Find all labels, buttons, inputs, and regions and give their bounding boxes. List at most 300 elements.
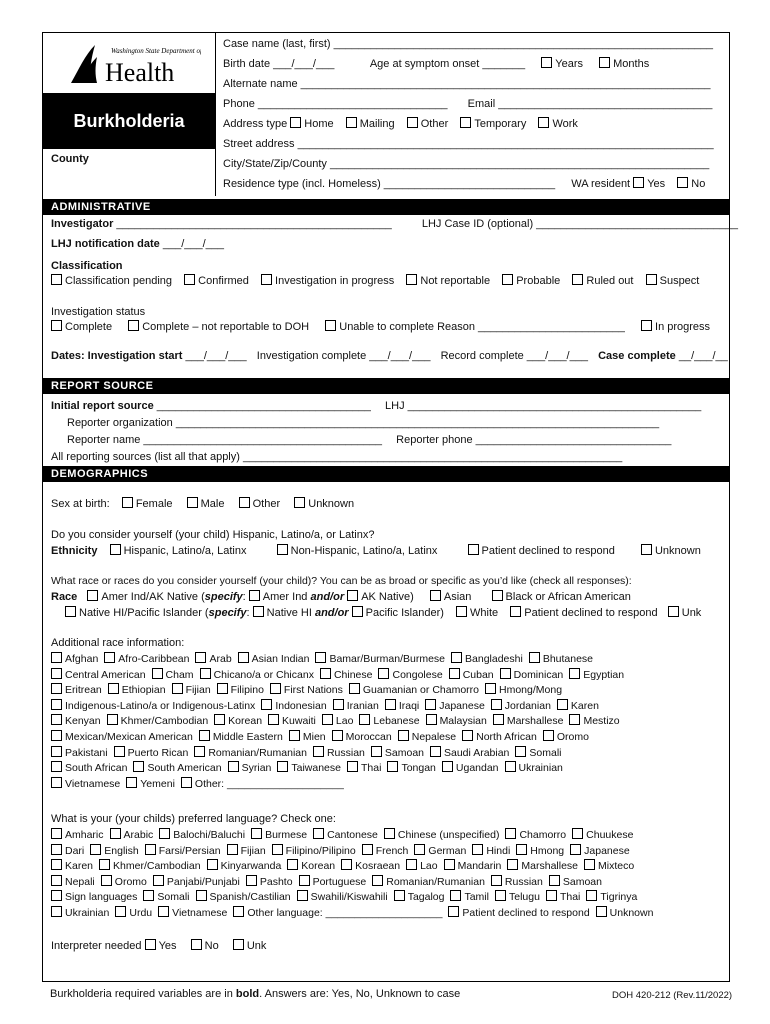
option-label: Chinese (unspecified) xyxy=(397,829,500,841)
race-amer-ind-ak-checkbox[interactable] xyxy=(87,590,98,601)
option-checkbox[interactable] xyxy=(472,844,483,855)
option-label: Khmer/Cambodian xyxy=(120,715,209,728)
years-label: Years xyxy=(555,58,584,70)
option-checkbox[interactable] xyxy=(320,668,331,679)
option-label: Malaysian xyxy=(439,715,487,728)
option-label: Bangladeshi xyxy=(465,653,523,665)
option-checkbox[interactable] xyxy=(387,761,398,772)
form-page xyxy=(42,32,739,982)
class-in-progress-label: Investigation in progress xyxy=(275,275,395,287)
option-checkbox[interactable] xyxy=(425,699,436,710)
option-checkbox[interactable] xyxy=(51,746,62,757)
sex-female-checkbox[interactable] xyxy=(122,497,133,508)
option-label: Chamorro xyxy=(519,829,567,841)
option-checkbox[interactable] xyxy=(270,683,281,694)
interpreter-unk-checkbox[interactable] xyxy=(233,939,244,950)
option-checkbox[interactable] xyxy=(394,890,405,901)
option-checkbox[interactable] xyxy=(287,859,298,870)
option-label: Guamanian or Chamorro xyxy=(362,684,479,697)
option-checkbox[interactable] xyxy=(406,859,417,870)
race-white-label: White xyxy=(470,607,499,619)
race-declined-checkbox[interactable] xyxy=(510,606,521,617)
alternate-name-field[interactable]: Alternate name ___________________________________________________________________ xyxy=(223,78,711,90)
option-checkbox[interactable] xyxy=(51,668,62,679)
status-unable-checkbox[interactable] xyxy=(325,320,336,331)
option-label: Nepalese xyxy=(411,731,457,743)
option-label: Other: ____________________ xyxy=(194,777,344,790)
race-black-checkbox[interactable] xyxy=(492,590,503,601)
option-checkbox[interactable] xyxy=(277,761,288,772)
option-label: Russian xyxy=(504,875,543,888)
option-label: Afro-Caribbean xyxy=(118,653,190,665)
option-label: Congolese xyxy=(392,668,443,681)
option-checkbox[interactable] xyxy=(152,668,163,679)
option-label: Sign languages xyxy=(65,891,138,904)
footer-note-a: Burkholderia required variables are in xyxy=(50,988,233,1000)
option-checkbox[interactable] xyxy=(51,890,62,901)
city-state-zip-field[interactable]: City/State/Zip/County ______________________________________________________________ xyxy=(223,158,710,170)
option-checkbox[interactable] xyxy=(462,730,473,741)
option-checkbox[interactable] xyxy=(181,777,192,788)
sex-unknown-checkbox[interactable] xyxy=(294,497,305,508)
option-checkbox[interactable] xyxy=(315,652,326,663)
option-label: Yemeni xyxy=(140,777,175,790)
option-label: Fijian xyxy=(240,844,266,857)
race-unk-checkbox[interactable] xyxy=(668,606,679,617)
option-checkbox[interactable] xyxy=(51,652,62,663)
option-checkbox[interactable] xyxy=(51,859,62,870)
race-native-hi-pi-label: Native HI/Pacific Islander ( xyxy=(79,607,209,619)
option-checkbox[interactable] xyxy=(485,683,496,694)
option-checkbox[interactable] xyxy=(200,668,211,679)
addr-home-label: Home xyxy=(304,118,334,130)
dates-start-field[interactable]: ___/___/___ xyxy=(185,350,247,362)
option-label: Filipino/Pilipino xyxy=(285,844,356,857)
reporter-row xyxy=(67,433,721,447)
race-native-hi-label: Native HI xyxy=(266,607,312,619)
option-label: Jordanian xyxy=(504,699,551,712)
addr-mailing-label: Mailing xyxy=(359,118,395,130)
race-native-hi-pi-checkbox[interactable] xyxy=(65,606,76,617)
option-checkbox[interactable] xyxy=(313,828,324,839)
status-not-reportable-checkbox[interactable] xyxy=(128,320,139,331)
language-options-row xyxy=(51,844,721,858)
option-checkbox[interactable] xyxy=(251,828,262,839)
wa-resident-label: WA resident xyxy=(571,178,631,190)
race-ak-native-checkbox[interactable] xyxy=(347,590,358,601)
option-label: Oromo xyxy=(556,731,589,743)
option-label: Romanian/Rumanian xyxy=(386,875,485,888)
option-label: Syrian xyxy=(241,762,272,775)
option-label: Swahili/Kiswahili xyxy=(310,891,388,904)
option-label: Spanish/Castilian xyxy=(209,891,291,904)
race-specify-label: specify xyxy=(204,591,243,603)
option-checkbox[interactable] xyxy=(172,683,183,694)
option-label: Other language: ____________________ xyxy=(247,907,443,919)
option-label: Patient declined to respond xyxy=(462,907,590,919)
footer-note-bold: bold xyxy=(235,988,260,1000)
option-checkbox[interactable] xyxy=(261,699,272,710)
wa-resident-yes-label: Yes xyxy=(647,178,666,190)
form-number: DOH 420-212 (Rev.11/2022) xyxy=(612,990,733,1001)
addr-other-checkbox[interactable] xyxy=(407,117,418,128)
option-checkbox[interactable] xyxy=(349,683,360,694)
lhj-notification-field[interactable]: ___/___/___ xyxy=(162,238,225,250)
doh-logo xyxy=(61,39,201,89)
option-checkbox[interactable] xyxy=(238,652,249,663)
sex-male-checkbox[interactable] xyxy=(187,497,198,508)
race-pacific-islander-label: Pacific Islander) xyxy=(365,607,444,619)
option-checkbox[interactable] xyxy=(491,875,502,886)
race-white-checkbox[interactable] xyxy=(456,606,467,617)
option-checkbox[interactable] xyxy=(569,668,580,679)
option-checkbox[interactable] xyxy=(214,714,225,725)
option-label: North African xyxy=(476,731,537,743)
option-checkbox[interactable] xyxy=(51,828,62,839)
all-reporting-sources-field[interactable]: All reporting sources (list all that apply) ______________________________________________________________ xyxy=(51,451,623,463)
option-label: Marshallese xyxy=(506,715,564,728)
option-label: Lebanese xyxy=(373,715,420,728)
option-label: Dari xyxy=(65,844,85,857)
option-label: Marshallese xyxy=(521,860,579,873)
addr-temporary-label: Temporary xyxy=(474,118,527,130)
option-checkbox[interactable] xyxy=(362,844,373,855)
option-checkbox[interactable] xyxy=(372,875,383,886)
option-checkbox[interactable] xyxy=(217,683,228,694)
option-checkbox[interactable] xyxy=(196,890,207,901)
option-checkbox[interactable] xyxy=(546,890,557,901)
race-black-label: Black or African American xyxy=(505,591,631,603)
option-label: Iranian xyxy=(346,699,379,712)
option-checkbox[interactable] xyxy=(145,844,156,855)
option-label: Cantonese xyxy=(327,829,378,841)
option-checkbox[interactable] xyxy=(549,875,560,886)
option-label: Tigrinya xyxy=(600,891,638,904)
option-checkbox[interactable] xyxy=(586,890,597,901)
option-label: Moroccan xyxy=(345,731,392,743)
investigator-field[interactable]: _____________________________________________ xyxy=(116,218,392,230)
option-label: Portuguese xyxy=(312,875,367,888)
option-checkbox[interactable] xyxy=(194,746,205,757)
option-checkbox[interactable] xyxy=(51,875,62,886)
option-checkbox[interactable] xyxy=(207,859,218,870)
option-label: Kinyarwanda xyxy=(220,860,282,873)
wa-resident-yes-checkbox[interactable] xyxy=(633,177,644,188)
ethnicity-hispanic-label: Hispanic, Latino/a, Latinx xyxy=(123,545,247,557)
option-checkbox[interactable] xyxy=(99,859,110,870)
email-field[interactable]: Email ___________________________________ xyxy=(467,98,713,110)
option-label: German xyxy=(428,844,467,857)
ethnicity-declined-checkbox[interactable] xyxy=(468,544,479,555)
status-complete-checkbox[interactable] xyxy=(51,320,62,331)
option-checkbox[interactable] xyxy=(333,699,344,710)
option-label: Samoan xyxy=(384,746,424,759)
option-label: Chinese xyxy=(333,668,373,681)
months-checkbox[interactable] xyxy=(599,57,610,68)
class-ruled-out-label: Ruled out xyxy=(586,275,634,287)
wa-resident-no-checkbox[interactable] xyxy=(677,177,688,188)
option-label: Balochi/Baluchi xyxy=(173,829,246,841)
race-native-hi-checkbox[interactable] xyxy=(253,606,264,617)
lhj-case-id-field[interactable]: LHJ Case ID (optional) _________________________________ xyxy=(421,218,739,230)
option-label: Mandarin xyxy=(457,860,502,873)
option-checkbox[interactable] xyxy=(516,844,527,855)
option-checkbox[interactable] xyxy=(500,668,511,679)
sex-label: Sex at birth: xyxy=(51,498,110,510)
birth-age-row xyxy=(223,57,721,71)
language-options-row xyxy=(51,906,721,920)
option-label: Chuukese xyxy=(586,829,634,841)
investigation-complete-field[interactable]: Investigation complete ___/___/___ xyxy=(256,350,431,362)
option-label: Ugandan xyxy=(455,762,499,775)
option-checkbox[interactable] xyxy=(505,828,516,839)
dates-row xyxy=(51,349,728,363)
record-complete-field[interactable]: Record complete ___/___/___ xyxy=(440,350,588,362)
option-checkbox[interactable] xyxy=(246,875,257,886)
initial-report-field[interactable]: ___________________________________ xyxy=(156,400,371,412)
option-checkbox[interactable] xyxy=(543,730,554,741)
option-checkbox[interactable] xyxy=(495,890,506,901)
sex-unknown-label: Unknown xyxy=(308,498,355,510)
option-checkbox[interactable] xyxy=(51,777,62,788)
months-label: Months xyxy=(613,58,650,70)
option-label: Hmong xyxy=(530,844,565,857)
addr-home-checkbox[interactable] xyxy=(290,117,301,128)
option-checkbox[interactable] xyxy=(414,844,425,855)
option-checkbox[interactable] xyxy=(299,875,310,886)
option-checkbox[interactable] xyxy=(507,859,518,870)
case-name-field[interactable]: Case name (last, first) ______________________________________________________________ xyxy=(223,38,713,50)
option-checkbox[interactable] xyxy=(297,890,308,901)
option-checkbox[interactable] xyxy=(384,828,395,839)
option-checkbox[interactable] xyxy=(107,714,118,725)
option-label: Mixteco xyxy=(598,860,635,873)
ethnicity-non-hispanic-label: Non-Hispanic, Latino/a, Latinx xyxy=(290,545,438,557)
race-question: What race or races do you consider yourself (your child)? You can be as broad or specific as you’d like (check all responses): xyxy=(51,575,632,587)
option-label: Farsi/Persian xyxy=(158,844,221,857)
option-checkbox[interactable] xyxy=(110,828,121,839)
option-label: Tamil xyxy=(464,891,489,904)
option-checkbox[interactable] xyxy=(347,761,358,772)
interpreter-yes-label: Yes xyxy=(158,940,177,952)
option-checkbox[interactable] xyxy=(398,730,409,741)
option-checkbox[interactable] xyxy=(153,875,164,886)
option-label: Hmong/Mong xyxy=(499,684,563,697)
class-ruled-out-checkbox[interactable] xyxy=(572,274,583,285)
option-checkbox[interactable] xyxy=(371,746,382,757)
option-checkbox[interactable] xyxy=(114,746,125,757)
class-confirmed-checkbox[interactable] xyxy=(184,274,195,285)
option-label: Taiwanese xyxy=(291,762,341,775)
option-checkbox[interactable] xyxy=(195,652,206,663)
option-checkbox[interactable] xyxy=(227,844,238,855)
class-suspect-checkbox[interactable] xyxy=(646,274,657,285)
investigator-label: Investigator xyxy=(51,218,114,230)
race-label: Race xyxy=(51,591,78,603)
class-not-reportable-checkbox[interactable] xyxy=(406,274,417,285)
option-checkbox[interactable] xyxy=(51,714,62,725)
option-checkbox[interactable] xyxy=(570,844,581,855)
option-label: Japanese xyxy=(584,844,630,857)
option-checkbox[interactable] xyxy=(444,859,455,870)
option-checkbox[interactable] xyxy=(450,890,461,901)
option-checkbox[interactable] xyxy=(51,761,62,772)
addr-mailing-checkbox[interactable] xyxy=(346,117,357,128)
option-checkbox[interactable] xyxy=(426,714,437,725)
classification-options xyxy=(51,274,721,288)
years-checkbox[interactable] xyxy=(541,57,552,68)
option-checkbox[interactable] xyxy=(449,668,460,679)
logo-agency-text: Washington State Department of xyxy=(111,47,201,55)
ethnicity-hispanic-checkbox[interactable] xyxy=(110,544,121,555)
addr-work-checkbox[interactable] xyxy=(538,117,549,128)
residence-type-field[interactable]: Residence type (incl. Homeless) ____________________________ xyxy=(223,178,556,190)
interpreter-no-label: No xyxy=(204,940,219,952)
option-checkbox[interactable] xyxy=(491,699,502,710)
race-declined-label: Patient declined to respond xyxy=(524,607,658,619)
ethnicity-non-hispanic-checkbox[interactable] xyxy=(277,544,288,555)
option-checkbox[interactable] xyxy=(51,844,62,855)
option-checkbox[interactable] xyxy=(268,714,279,725)
option-checkbox[interactable] xyxy=(51,906,62,917)
option-label: Khmer/Cambodian xyxy=(113,860,201,873)
option-checkbox[interactable] xyxy=(233,906,244,917)
additional-race-row xyxy=(51,668,721,682)
reporter-phone-field[interactable]: Reporter phone ________________________________ xyxy=(396,434,672,446)
interpreter-yes-checkbox[interactable] xyxy=(145,939,156,950)
option-checkbox[interactable] xyxy=(108,683,119,694)
option-label: First Nations xyxy=(283,684,343,697)
option-checkbox[interactable] xyxy=(378,668,389,679)
option-label: French xyxy=(375,844,409,857)
option-label: English xyxy=(104,844,139,857)
class-pending-label: Classification pending xyxy=(65,275,173,287)
class-suspect-label: Suspect xyxy=(659,275,700,287)
option-checkbox[interactable] xyxy=(143,890,154,901)
option-checkbox[interactable] xyxy=(332,730,343,741)
additional-race-row xyxy=(51,777,721,791)
interpreter-no-checkbox[interactable] xyxy=(191,939,202,950)
option-checkbox[interactable] xyxy=(159,828,170,839)
option-checkbox[interactable] xyxy=(493,714,504,725)
race-pacific-islander-checkbox[interactable] xyxy=(352,606,363,617)
option-checkbox[interactable] xyxy=(115,906,126,917)
form-title: Burkholderia xyxy=(43,93,215,149)
reporter-name-field[interactable]: Reporter name _______________________________________ xyxy=(67,434,383,446)
option-checkbox[interactable] xyxy=(385,699,396,710)
option-checkbox[interactable] xyxy=(596,906,607,917)
option-label: Saudi Arabian xyxy=(444,746,510,759)
option-checkbox[interactable] xyxy=(101,875,112,886)
option-label: Iraqi xyxy=(398,699,420,712)
option-label: Lao xyxy=(335,715,354,728)
option-checkbox[interactable] xyxy=(272,844,283,855)
additional-race-label: Additional race information: xyxy=(51,637,185,649)
option-label: Filipino xyxy=(230,684,264,697)
investigator-row xyxy=(51,217,739,231)
option-checkbox[interactable] xyxy=(557,699,568,710)
option-checkbox[interactable] xyxy=(228,761,239,772)
option-checkbox[interactable] xyxy=(515,746,526,757)
option-checkbox[interactable] xyxy=(359,714,370,725)
option-checkbox[interactable] xyxy=(126,777,137,788)
hispanic-question: Do you consider yourself (your child) Hispanic, Latino/a, or Latinx? xyxy=(51,529,375,541)
option-label: Russian xyxy=(326,746,365,759)
status-complete-label: Complete xyxy=(65,321,113,333)
sex-other-checkbox[interactable] xyxy=(239,497,250,508)
option-checkbox[interactable] xyxy=(199,730,210,741)
option-checkbox[interactable] xyxy=(51,699,62,710)
option-label: Korean xyxy=(228,715,263,728)
option-label: Telugu xyxy=(508,891,540,904)
option-checkbox[interactable] xyxy=(51,730,62,741)
option-checkbox[interactable] xyxy=(584,859,595,870)
option-checkbox[interactable] xyxy=(289,730,300,741)
ethnicity-unknown-checkbox[interactable] xyxy=(641,544,652,555)
interpreter-row xyxy=(51,939,721,953)
option-checkbox[interactable] xyxy=(51,683,62,694)
option-label: Karen xyxy=(570,699,599,712)
option-label: Cham xyxy=(165,668,194,681)
option-label: Lao xyxy=(420,860,438,873)
sex-male-label: Male xyxy=(200,498,225,510)
option-label: Arab xyxy=(209,653,232,665)
residence-row xyxy=(223,177,721,191)
option-checkbox[interactable] xyxy=(313,746,324,757)
option-checkbox[interactable] xyxy=(158,906,169,917)
option-checkbox[interactable] xyxy=(341,859,352,870)
option-label: Mestizo xyxy=(583,715,620,728)
option-checkbox[interactable] xyxy=(133,761,144,772)
ethnicity-unknown-label: Unknown xyxy=(654,545,701,557)
street-address-field[interactable]: Street address ____________________________________________________________________ xyxy=(223,138,714,150)
addr-temporary-checkbox[interactable] xyxy=(460,117,471,128)
option-checkbox[interactable] xyxy=(90,844,101,855)
race-row-2: Native HI/Pacific Islander (specify: Native HI and/or Pacific Islander) White Patient declined to respond Unk xyxy=(65,606,721,620)
class-probable-checkbox[interactable] xyxy=(502,274,513,285)
option-checkbox[interactable] xyxy=(451,652,462,663)
case-complete-field[interactable]: __/___/__ xyxy=(678,350,728,362)
status-in-progress-checkbox[interactable] xyxy=(641,320,652,331)
option-checkbox[interactable] xyxy=(572,828,583,839)
option-checkbox[interactable] xyxy=(569,714,580,725)
race-amer-ind-checkbox[interactable] xyxy=(249,590,260,601)
option-checkbox[interactable] xyxy=(529,652,540,663)
option-checkbox[interactable] xyxy=(505,761,516,772)
option-label: Samoan xyxy=(562,875,602,888)
wa-resident-no-label: No xyxy=(691,178,706,190)
lhj-notification-row xyxy=(51,237,721,251)
option-checkbox[interactable] xyxy=(322,714,333,725)
ethnicity-declined-label: Patient declined to respond xyxy=(481,545,615,557)
race-asian-checkbox[interactable] xyxy=(430,590,441,601)
option-label: Dominican xyxy=(513,668,564,681)
age-onset-field[interactable]: Age at symptom onset _______ xyxy=(369,58,526,70)
class-pending-checkbox[interactable] xyxy=(51,274,62,285)
class-probable-label: Probable xyxy=(516,275,561,287)
class-in-progress-checkbox[interactable] xyxy=(261,274,272,285)
phone-field[interactable]: Phone _______________________________ xyxy=(223,98,448,110)
reporter-organization-field[interactable]: Reporter organization _______________________________________________________________________________ xyxy=(67,417,660,429)
option-checkbox[interactable] xyxy=(430,746,441,757)
addr-work-label: Work xyxy=(552,118,578,130)
option-checkbox[interactable] xyxy=(442,761,453,772)
option-checkbox[interactable] xyxy=(448,906,459,917)
status-not-reportable-label: Complete – not reportable to DOH xyxy=(142,321,310,333)
lhj-field[interactable]: LHJ ________________________________________________ xyxy=(385,400,702,412)
birth-date-field[interactable]: Birth date ___/___/___ xyxy=(223,58,335,70)
option-checkbox[interactable] xyxy=(104,652,115,663)
